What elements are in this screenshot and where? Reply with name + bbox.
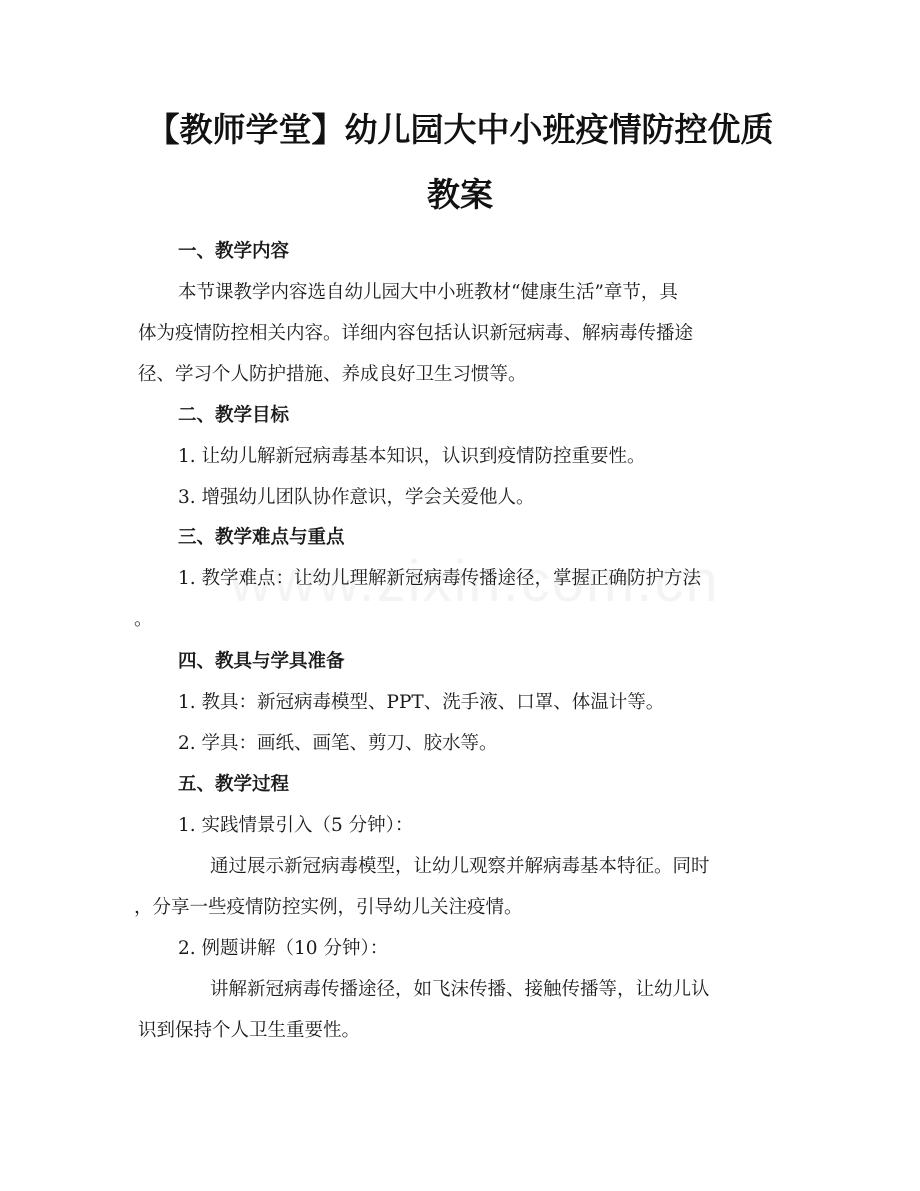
document-title-line-2: 教案: [427, 175, 493, 214]
document-title-line-1: 【教师学堂】幼儿园大中小班疫情防控优质: [146, 110, 774, 149]
paragraph-line: ，分享一些疫情防控实例，引导幼儿关注疫情。: [134, 897, 523, 918]
paragraph-line: 径、学习个人防护措施、养成良好卫生习惯等。: [138, 364, 527, 385]
paragraph-line: 通过展示新冠病毒模型，让幼儿观察并解病毒基本特征。同时: [210, 856, 710, 877]
list-item: 1. 教学难点：让幼儿理解新冠病毒传播途径，掌握正确防护方法: [178, 568, 702, 589]
list-item: 2. 学具：画纸、画笔、剪刀、胶水等。: [178, 733, 498, 754]
section-heading-materials: 四、教具与学具准备: [178, 651, 345, 672]
list-item: 1. 让幼儿解新冠病毒基本知识，认识到疫情防控重要性。: [178, 446, 646, 467]
list-item: 1. 实践情景引入（5 分钟）：: [178, 815, 414, 836]
paragraph-line: 识到保持个人卫生重要性。: [138, 1020, 361, 1041]
list-item: 2. 例题讲解（10 分钟）：: [178, 938, 389, 959]
list-item: 1. 教具：新冠病毒模型、PPT、洗手液、口罩、体温计等。: [178, 692, 665, 713]
paragraph-line: 体为疫情防控相关内容。详细内容包括认识新冠病毒、解病毒传播途: [138, 323, 694, 344]
paragraph-line: 本节课教学内容选自幼儿园大中小班教材“健康生活”章节，具: [178, 282, 678, 303]
section-heading-key-points: 三、教学难点与重点: [178, 527, 345, 548]
paragraph-line: 。: [134, 609, 153, 630]
list-item: 3. 增强幼儿团队协作意识，学会关爱他人。: [178, 487, 535, 508]
section-heading-goals: 二、教学目标: [178, 405, 290, 426]
paragraph-line: 讲解新冠病毒传播途径，如飞沫传播、接触传播等，让幼儿认: [210, 979, 710, 1000]
section-heading-process: 五、教学过程: [178, 774, 290, 795]
section-heading-content: 一、教学内容: [178, 241, 290, 262]
